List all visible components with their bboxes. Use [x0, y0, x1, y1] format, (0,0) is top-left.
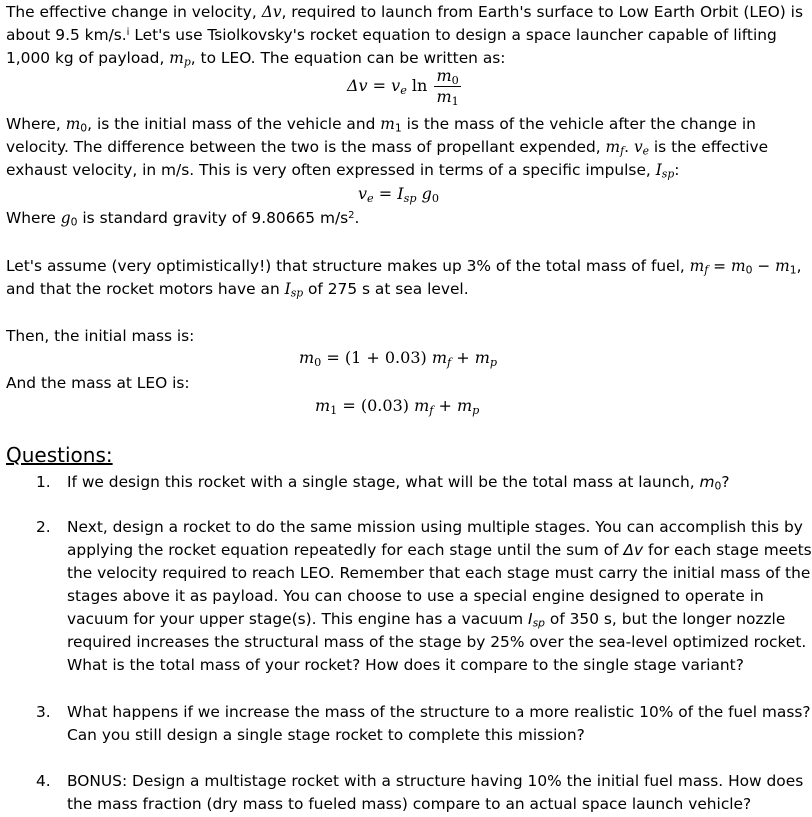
- assume-line-2: and that the rocket motors have an $I_{sp}$ of 275 s at sea level.: [6, 280, 469, 300]
- question-4-line-2: the mass fraction (dry mass to fueled mass) compare to an actual space launch vehicle?: [67, 795, 752, 813]
- where-line-2: velocity. The difference between the two is the mass of propellant expended, $m_f$. $v_e$ is the effective: [6, 138, 769, 158]
- question-3-line-1: What happens if we increase the mass of the structure to a more realistic 10% of the fuel mass?: [67, 703, 811, 721]
- exhaust-velocity-equation: $v_e = I_{sp}$ $g_0$: [358, 184, 439, 205]
- question-2-number: 2.: [36, 518, 51, 536]
- question-3-line-2: Can you still design a single stage rocket to complete this mission?: [67, 726, 585, 744]
- initial-mass-label: Then, the initial mass is:: [6, 327, 195, 345]
- initial-mass-equation: $m_0 = (1 + 0.03) m_f + m_p$: [299, 348, 498, 369]
- question-2-line-5: vacuum for your upper stage(s). This engine has a vacuum $I_{sp}$ of 350 s, but the longer nozzle: [67, 610, 786, 630]
- intro-line-1: The effective change in velocity, Δv, required to launch from Earth's surface to Low Earth Orbit (LEO) is: [6, 3, 803, 21]
- question-2-line-7: What is the total mass of your rocket? How does it compare to the single stage variant?: [67, 656, 744, 674]
- where-line-3: exhaust velocity, in m/s. This is very often expressed in terms of a specific impulse, $I_{sp}$:: [6, 161, 680, 181]
- question-4-line-1: BONUS: Design a multistage rocket with a structure having 10% the initial fuel mass. How does: [67, 772, 804, 790]
- question-2-line-6: required increases the structural mass of the stage by 25% over the sea-level optimized rocket.: [67, 633, 807, 651]
- mass-ratio-fraction: $\frac{m_0}{m_1}$: [436, 66, 459, 108]
- intro-line-3: 1,000 kg of payload, $m_p$, to LEO. The equation can be written as:: [6, 49, 506, 69]
- question-2-line-2: applying the rocket equation repeatedly for each stage until the sum of Δv for each stage meets: [67, 541, 812, 559]
- question-2-line-3: the velocity required to reach LEO. Remember that each stage must carry the initial mass of the: [67, 564, 811, 582]
- rocket-equation: $\Delta v = v_e$ ln $\frac{m_0}{m_1}$: [347, 66, 459, 108]
- question-3-number: 3.: [36, 703, 51, 721]
- intro-line-2: about 9.5 km/s.$^i$ Let's use Tsiolkovsky's rocket equation to design a space launcher capable of lifting: [6, 26, 777, 44]
- where-line-1: Where, $m_0$, is the initial mass of the vehicle and $m_1$ is the mass of the vehicle after the change in: [6, 115, 756, 135]
- gravity-line: Where $g_0$ is standard gravity of 9.80665 $m/s^2$.: [6, 209, 360, 229]
- question-2-line-4: stages above it as payload. You can choose to use a special engine designed to operate in: [67, 587, 764, 605]
- delta-v-symbol: Δv: [261, 3, 282, 21]
- question-4-number: 4.: [36, 772, 51, 790]
- question-2-line-1: Next, design a rocket to do the same mission using multiple stages. You can accomplish this by: [67, 518, 803, 536]
- questions-heading: Questions:: [6, 443, 113, 467]
- assume-line-1: Let's assume (very optimistically!) that structure makes up 3% of the total mass of fuel, $m_f = m_0 - m_1$,: [6, 257, 802, 277]
- question-1-text: If we design this rocket with a single stage, what will be the total mass at launch, $m_0$?: [67, 473, 730, 493]
- leo-mass-label: And the mass at LEO is:: [6, 374, 190, 392]
- footnote-marker[interactable]: i: [126, 27, 130, 38]
- leo-mass-equation: $m_1 = (0.03) m_f + m_p$: [315, 396, 480, 417]
- question-1-number: 1.: [36, 473, 51, 491]
